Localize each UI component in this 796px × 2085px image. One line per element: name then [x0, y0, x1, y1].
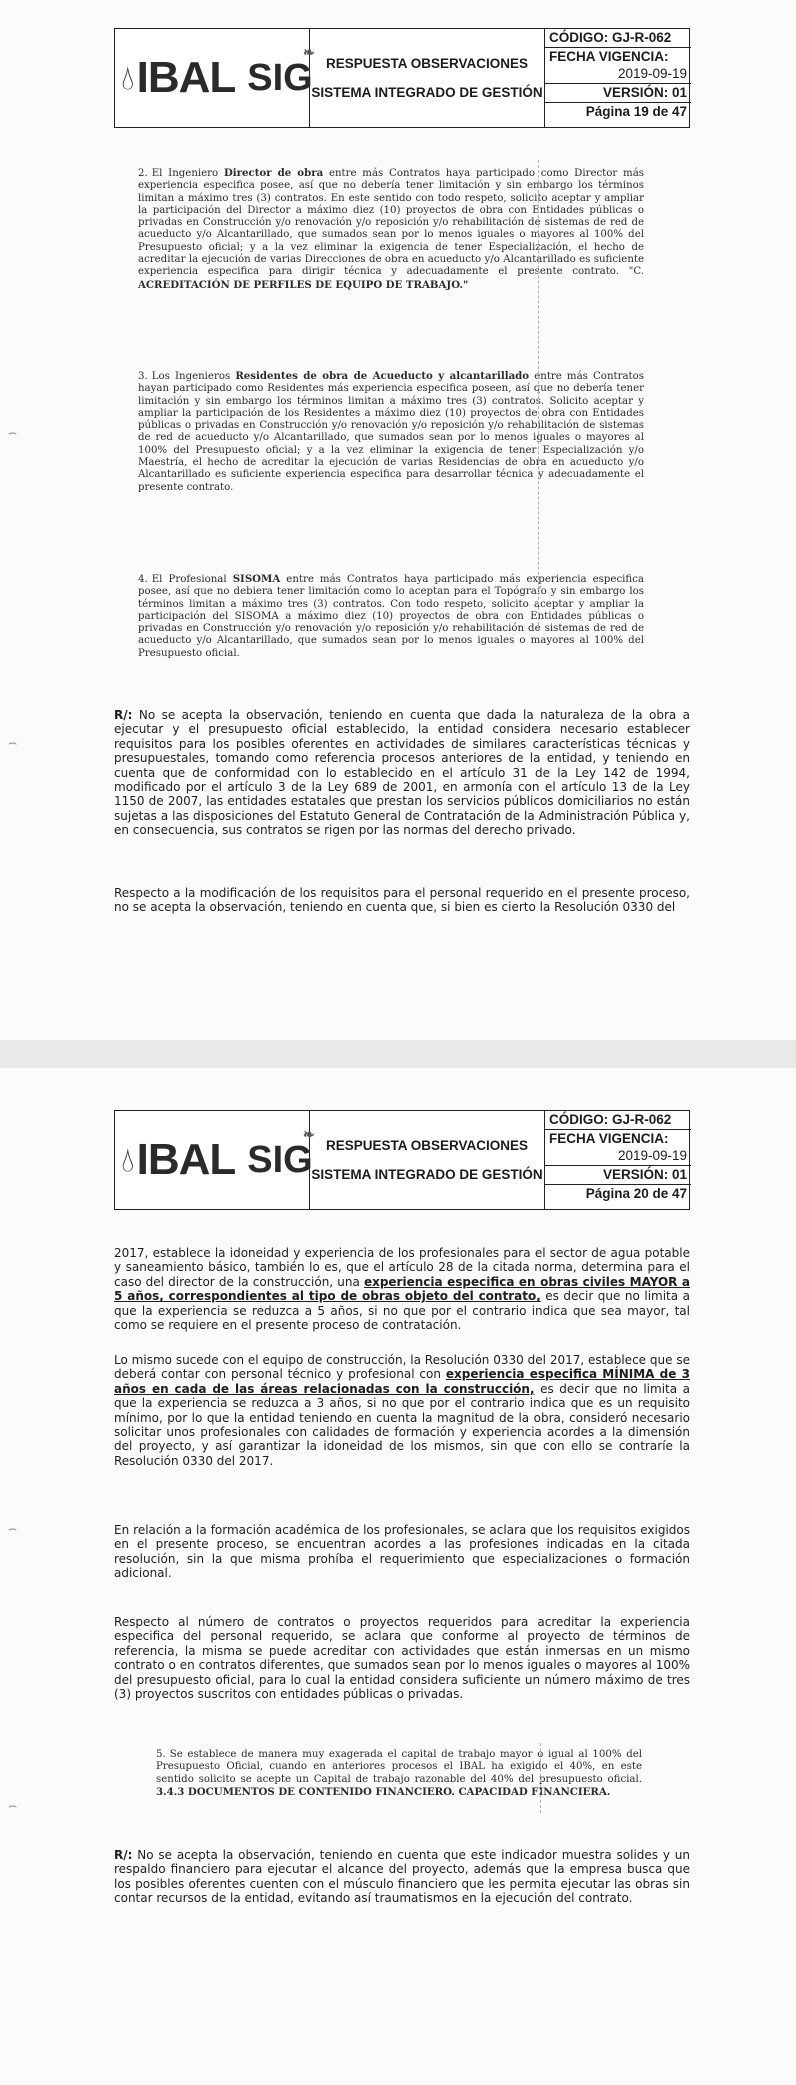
- quote-item-5: 5. Se establece de manera muy exagerada el capital de trabajo mayor o igual al 100% del Presupuesto Oficial, cuando en anteriores procesos el IBAL ha exigido el 40%, en este sentido solicito se acepte un Capital de trabajo razonable del 40% del presupuesto oficial. 3.4.3 DOCUMENTOS DE CONTENIDO FINANCIERO. CAPACIDAD FINANCIERA.: [156, 1749, 642, 1798]
- leaf-icon: ❧: [303, 44, 315, 60]
- header-subtitle: SISTEMA INTEGRADO DE GESTIÓN: [311, 85, 543, 100]
- logo: [115, 1111, 315, 1209]
- leaf-icon: ❧: [303, 1126, 315, 1142]
- logo-ibal-text: IBAL: [136, 1135, 236, 1184]
- header-date-label: FECHA VIGENCIA:: [549, 49, 669, 64]
- response-paragraph-2: Respecto a la modificación de los requisitos para el personal requerido en el presente proceso, no se acepta la observación, teniendo en cuenta que, si bien es cierto la Resolución 0330 del: [114, 886, 690, 915]
- header-title: RESPUESTA OBSERVACIONES: [325, 1138, 529, 1153]
- header-date-label: FECHA VIGENCIA:: [549, 1131, 669, 1146]
- header-title-cell: [310, 1111, 545, 1209]
- page-number: Página 19 de 47: [585, 104, 687, 119]
- paragraph-equipo: Lo mismo sucede con el equipo de construcción, la Resolución 0330 del 2017, establece que se deberá contar con personal técnico y profesional con experiencia especifica MÍNIMA de 3 años en cada de las áreas relacionadas con la construcción, es decir que no limita a que la experiencia se reduzca a 3 años, si no que por el contrario indica que es un requisito mínimo, por lo que la entidad teniendo en cuenta la magnitud de la obra, consideró necesario solicitar unos profesionales con calidades de formación y experiencia acordes a la dimensión del proyecto, y así garantizar la idoneidad de los mismos, sin que con ello se contraríe la Resolución 0330 del 2017.: [114, 1353, 690, 1468]
- fold-line: [538, 160, 540, 630]
- header-code-cell: [545, 29, 691, 127]
- header-date-value: 2019-09-19: [545, 1147, 691, 1166]
- header-code: CÓDIGO: GJ-R-062: [545, 1111, 691, 1130]
- header-title-cell: [310, 29, 545, 127]
- logo: [115, 29, 315, 127]
- document-header: [114, 1110, 690, 1210]
- fold-line: [540, 1743, 542, 1813]
- logo-ibal-text: IBAL: [136, 53, 236, 102]
- document-header: [114, 28, 690, 128]
- header-code-cell: [545, 1111, 691, 1209]
- margin-mark: ⌢: [8, 1521, 18, 1537]
- logo-sig-text: SIG ❧: [247, 44, 315, 99]
- response-paragraph-1: R/: No se acepta la observación, teniendo en cuenta que dada la naturaleza de la obra a ejecutar y el presupuesto oficial establecido, la entidad considera necesario establecer requisitos para los posibles oferentes en actividades de similares características técnicas y presupuestales, tomando como referencia procesos anteriores de la entidad, y teniendo en cuenta que de conformidad con lo establecido en el artículo 31 de la Ley 142 de 1994, modificado por el artículo 3 de la Ley 689 de 2001, en armonía con el artículo 13 de la Ley 1150 de 2007, las entidades estatales que prestan los servicios públicos domiciliarios no están sujetas a las disposiciones del Estatuto General de Contratación de la Administración Pública y, en consecuencia, sus contratos se rigen por las normas del derecho privado.: [114, 708, 690, 838]
- paragraph-formacion: En relación a la formación académica de los profesionales, se aclara que los requisitos exigidos en el presente proceso, se encuentran acordes a las profesiones indicadas en la citada resolución, sin la que misma prohíba el requerimiento que especializaciones o formación adicional.: [114, 1523, 690, 1581]
- response-paragraph-3: R/: No se acepta la observación, teniendo en cuenta que este indicador muestra solides y un respaldo financiero para ejecutar el alcance del proyecto, además que la empresa busca que los posibles oferentes cuenten con el músculo financiero que les permita ejecutar las obras sin contar recursos de la entidad, evitando así traumatismos en la ejecución del contrato.: [114, 1848, 690, 1906]
- header-date-value: 2019-09-19: [545, 65, 691, 84]
- header-subtitle: SISTEMA INTEGRADO DE GESTIÓN: [311, 1167, 543, 1182]
- quote-item-4: 4. El Profesional SISOMA entre más Contratos haya participado más experiencia especifica posee, así que no debiera tener limitación como lo aceptan para el Topógrafo y sin embargo los términos limitan a máximo tres (3) contratos. Con todo respeto, solicito aceptar y ampliar la participación del SISOMA a máximo diez (10) proyectos de obra con Entidades públicas o privadas en Construcción y/o renovación y/o reposición y/o rehabilitación de sistemas de red de acueducto y/o Alcantarillado, que sumados sean por lo menos iguales o mayores al 100% del Presupuesto oficial.: [138, 573, 644, 659]
- logo-sig-text: SIG ❧: [247, 1126, 315, 1181]
- margin-mark: ⌢: [8, 425, 18, 441]
- ibal-drop-icon: 💧︎: [121, 1140, 135, 1180]
- margin-mark: ⌢: [8, 735, 18, 751]
- margin-mark: ⌢: [8, 1798, 18, 1814]
- paragraph-director: 2017, establece la idoneidad y experiencia de los profesionales para el sector de agua potable y saneamiento básico, también lo es, que el artículo 28 de la citada norma, determina para el caso del director de la construcción, una experiencia especifica en obras civiles MAYOR a 5 años, correspondientes al tipo de obras objeto del contrato, es decir que no limita a que la experiencia se reduzca a 5 años, si no que por el contrario indica que sea mayor, tal como se requiere en el presente proceso de contratación.: [114, 1246, 690, 1333]
- paragraph-contratos: Respecto al número de contratos o proyectos requeridos para acreditar la experiencia especifica del personal requerido, se aclara que conforme al proyecto de términos de referencia, la misma se puede acreditar con actividades que están inmersas en un mismo contrato o en contratos diferentes, que sumados sean por lo menos iguales o mayores al 100% del presupuesto oficial, para lo cual la entidad considera suficiente un número máximo de tres (3) proyectos suscritos con entidades públicas o privadas.: [114, 1615, 690, 1702]
- header-title: RESPUESTA OBSERVACIONES: [325, 56, 529, 71]
- header-version: VERSIÓN: 01: [545, 1166, 691, 1185]
- header-version: VERSIÓN: 01: [545, 84, 691, 103]
- document-page-19: [0, 0, 796, 1040]
- quote-item-2: 2. El Ingeniero Director de obra entre más Contratos haya participado como Director más experiencia especifica posee, así que no debería tener limitación y sin embargo los términos limitan a máximo tres (3) contratos. En este sentido con todo respeto, solicito aceptar y ampliar la participación del Director a máximo diez (10) proyectos de obra con Entidades públicas o privadas en Construcción y/o renovación y/o reposición y/o rehabilitación de sistemas de red de acueducto y/o Alcantarillado, que sumados sean por lo menos iguales o mayores al 100% del Presupuesto oficial; y a la vez eliminar la exigencia de tener Especialización, el hecho de acreditar la ejecución de varias Direcciones de obra en acueducto y/o Alcantarillado es suficiente experiencia especifica para dirigir técnica y adecuadamente el presente contrato. "C. ACREDITACIÓN DE PERFILES DE EQUIPO DE TRABAJO.": [138, 167, 644, 291]
- header-code: CÓDIGO: GJ-R-062: [545, 29, 691, 48]
- quote-item-3: 3. Los Ingenieros Residentes de obra de Acueducto y alcantarillado entre más Contratos hayan participado como Residentes más experiencia especifica poseen, así que no debería tener limitación y sin embargo los términos limitan a máximo tres (3) contratos. Solicito aceptar y ampliar la participación de los Residentes a máximo diez (10) proyectos de obra con Entidades públicas o privadas en Construcción y/o renovación y/o reposición y/o rehabilitación de sistemas de red de acueducto y/o Alcantarillado, que sumados sean por lo menos iguales o mayores al 100% del Presupuesto oficial; y a la vez eliminar la exigencia de tener Especialización y/o Maestría, el hecho de acreditar la ejecución de varias Residencias de obra en acueducto y/o Alcantarillado es suficiente experiencia especifica para desarrollar técnica y adecuadamente el presente contrato.: [138, 370, 644, 493]
- document-page-20: [0, 1068, 796, 2085]
- page-number: Página 20 de 47: [585, 1186, 687, 1201]
- ibal-drop-icon: 💧︎: [121, 58, 135, 98]
